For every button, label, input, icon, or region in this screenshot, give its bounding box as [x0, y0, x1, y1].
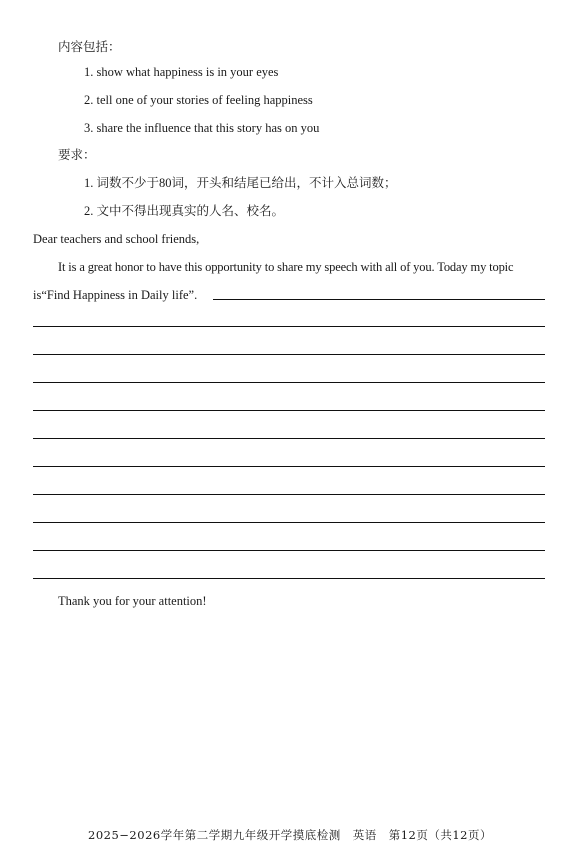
- content-item-1: 1. show what happiness is in your eyes: [84, 65, 279, 79]
- writing-line[interactable]: [33, 438, 545, 439]
- writing-line[interactable]: [33, 578, 545, 579]
- writing-line[interactable]: [33, 522, 545, 523]
- content-item-3: 3. share the influence that this story has on you: [84, 121, 320, 135]
- writing-line[interactable]: [33, 410, 545, 411]
- requirement-item-1: 1. 词数不少于80词，开头和结尾已给出，不计入总词数；: [84, 176, 397, 190]
- requirements-heading: 要求：: [58, 148, 96, 162]
- page-footer: 2025−2026学年第二学期九年级开学摸底检测 英语 第12页（共12页）: [88, 828, 492, 842]
- writing-line[interactable]: [33, 326, 545, 327]
- writing-line[interactable]: [33, 354, 545, 355]
- content-item-2: 2. tell one of your stories of feeling happiness: [84, 93, 313, 107]
- writing-line[interactable]: [33, 494, 545, 495]
- letter-closing: Thank you for your attention!: [58, 594, 207, 608]
- writing-line[interactable]: [33, 382, 545, 383]
- writing-line[interactable]: [33, 550, 545, 551]
- content-heading: 内容包括：: [58, 40, 121, 54]
- writing-line-inline[interactable]: [213, 299, 545, 300]
- writing-line[interactable]: [33, 466, 545, 467]
- letter-opening-line-1: It is a great honor to have this opportunity to share my speech with all of you. Today my topic: [58, 260, 514, 274]
- letter-greeting: Dear teachers and school friends,: [33, 232, 200, 246]
- letter-opening-line-2: is“Find Happiness in Daily life”.: [33, 288, 198, 302]
- requirement-item-2: 2. 文中不得出现真实的人名、校名。: [84, 204, 285, 218]
